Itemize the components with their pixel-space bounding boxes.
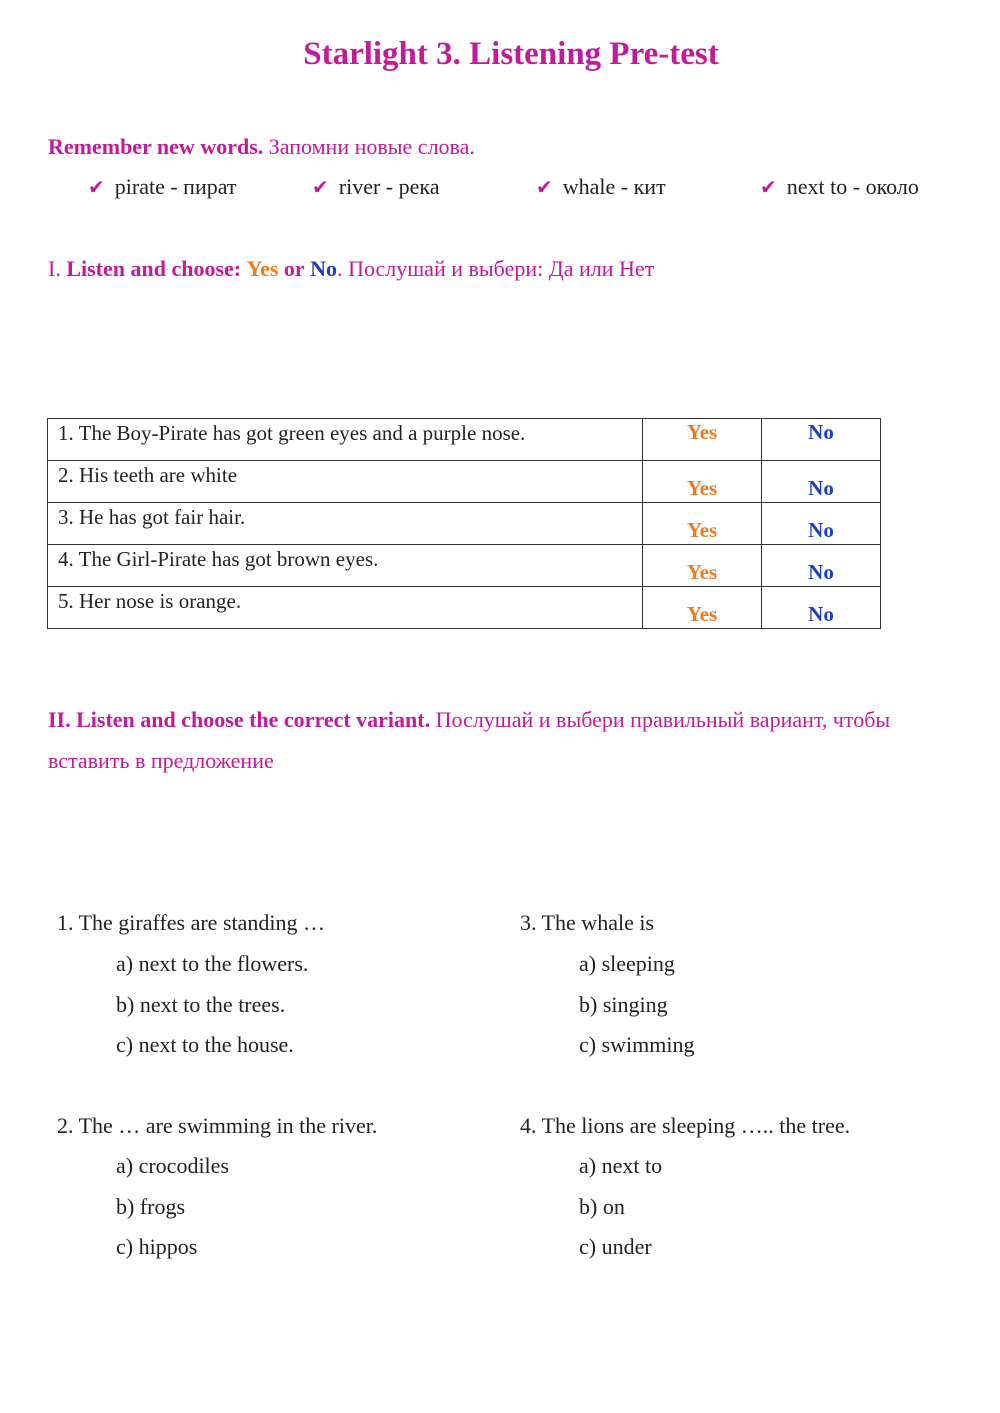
mc-question: 2. The … are swimming in the river. xyxy=(57,1113,378,1138)
yes-option[interactable]: Yes xyxy=(643,587,762,629)
vocab-item: ✔ pirate - пират xyxy=(88,174,237,199)
table-row xyxy=(48,419,881,461)
mc-option[interactable]: b) next to the trees. xyxy=(116,992,286,1017)
mc-question: 1. The giraffes are standing … xyxy=(57,910,325,935)
mc-option[interactable]: a) next to xyxy=(579,1153,663,1178)
mc-option[interactable]: a) crocodiles xyxy=(116,1153,229,1178)
mc-question: 3. The whale is xyxy=(520,910,655,935)
table-row xyxy=(48,461,881,503)
question-text: 3. He has got fair hair. xyxy=(48,503,643,545)
part1-instruction: I. Listen and choose: Yes or No. Послушай и выбери: Да или Нет xyxy=(48,256,655,281)
check-icon: ✔ xyxy=(536,175,553,199)
question-text: 1. The Boy-Pirate has got green eyes and a purple nose. xyxy=(48,419,643,461)
no-option[interactable]: No xyxy=(762,503,881,545)
check-icon: ✔ xyxy=(312,175,329,199)
table-row xyxy=(48,545,881,587)
table-row xyxy=(48,587,881,629)
part2-instruction: II. Listen and choose the correct variant. Послушай и выбери правильный вариант, чтобы xyxy=(48,707,891,732)
mc-option[interactable]: a) sleeping xyxy=(579,951,675,976)
mc-option[interactable]: b) frogs xyxy=(116,1194,186,1219)
yes-option[interactable]: Yes xyxy=(643,461,762,503)
vocab-heading-en: Remember new words. xyxy=(48,134,264,159)
yes-option[interactable]: Yes xyxy=(643,503,762,545)
yes-no-table xyxy=(47,418,881,629)
question-text: 5. Her nose is orange. xyxy=(48,587,643,629)
question-text: 2. His teeth are white xyxy=(48,461,643,503)
no-option[interactable]: No xyxy=(762,545,881,587)
mc-question: 4. The lions are sleeping ….. the tree. xyxy=(520,1113,851,1138)
page-title: Starlight 3. Listening Pre-test xyxy=(303,36,719,72)
no-option[interactable]: No xyxy=(762,419,881,461)
mc-option[interactable]: c) next to the house. xyxy=(116,1032,294,1057)
yes-option[interactable]: Yes xyxy=(643,419,762,461)
mc-option[interactable]: b) on xyxy=(579,1194,625,1219)
table-row xyxy=(48,503,881,545)
check-icon: ✔ xyxy=(760,175,777,199)
vocab-item: ✔ next to - около xyxy=(760,174,919,199)
mc-option[interactable]: b) singing xyxy=(579,992,668,1017)
vocab-heading-ru: Запомни новые слова. xyxy=(268,134,475,159)
vocab-item: ✔ river - река xyxy=(312,174,440,199)
no-option[interactable]: No xyxy=(762,461,881,503)
yes-option[interactable]: Yes xyxy=(643,545,762,587)
mc-option[interactable]: c) swimming xyxy=(579,1032,695,1057)
vocab-item: ✔ whale - кит xyxy=(536,174,666,199)
vocab-heading xyxy=(48,134,475,160)
mc-option[interactable]: c) under xyxy=(579,1234,652,1259)
mc-option[interactable]: a) next to the flowers. xyxy=(116,951,309,976)
question-text: 4. The Girl-Pirate has got brown eyes. xyxy=(48,545,643,587)
mc-option[interactable]: c) hippos xyxy=(116,1234,198,1259)
part2-instruction-cont: вставить в предложение xyxy=(48,748,274,773)
check-icon: ✔ xyxy=(88,175,105,199)
no-option[interactable]: No xyxy=(762,587,881,629)
